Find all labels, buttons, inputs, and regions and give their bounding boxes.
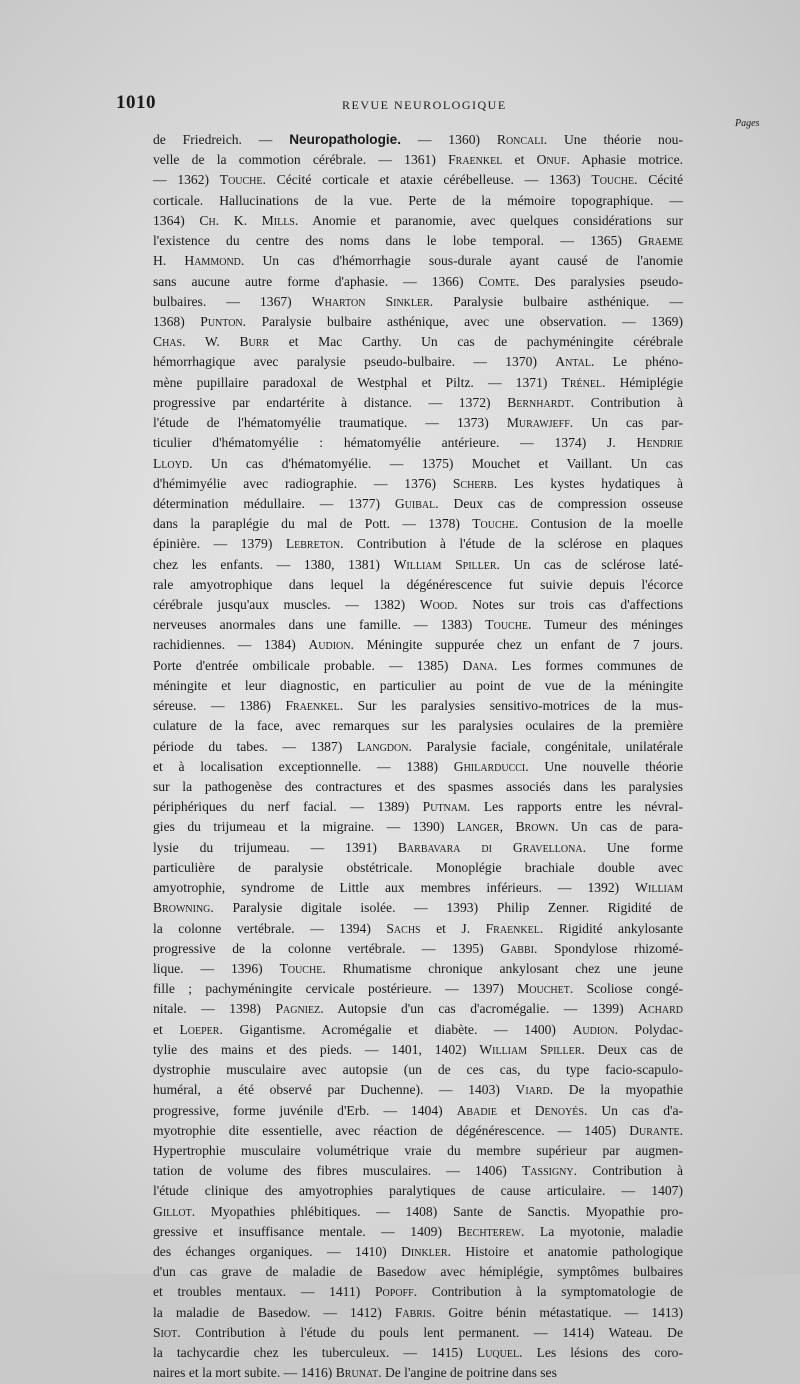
text-segment: . Contribution à la symptomatologie de bbox=[413, 1284, 683, 1300]
text-segment: . Cécité bbox=[634, 172, 683, 188]
text-segment: . Le phéno- bbox=[590, 354, 684, 370]
author-name: Achard bbox=[638, 1001, 683, 1017]
text-line bbox=[153, 1101, 683, 1121]
text-segment: période du tabes. — 1387) bbox=[153, 738, 357, 754]
text-segment: . Paralysie faciale, congénitale, unilatérale bbox=[408, 738, 683, 754]
text-segment: . Un cas de pachyméningite cérébrale bbox=[398, 334, 684, 350]
text-segment: . Paralysie bulbaire asthénique, avec une observation. — 1369) bbox=[242, 313, 683, 329]
text-segment: naires et la mort subite. — 1416) bbox=[153, 1365, 336, 1381]
text-line bbox=[153, 292, 683, 312]
author-name: Lebreton bbox=[285, 536, 341, 552]
author-name: Siot bbox=[153, 1324, 178, 1340]
author-name: Sachs bbox=[386, 920, 421, 936]
author-name: Hendrie bbox=[636, 435, 683, 451]
text-segment: huméral, a été observé par Duchenne). — 1403) bbox=[153, 1082, 516, 1098]
author-name: Lloyd bbox=[153, 455, 190, 471]
text-segment: . Tumeur des méninges bbox=[528, 617, 684, 633]
text-segment: hémorrhagique avec paralysie pseudo-bulbaire. — 1370) bbox=[153, 354, 556, 370]
text-line bbox=[153, 393, 683, 413]
text-segment: . Goitre bénin métastatique. — 1413) bbox=[431, 1304, 683, 1320]
text-segment: . Autopsie d'un cas d'acromégalie. — 1399) bbox=[320, 1001, 639, 1017]
text-segment: Philip Zenner bbox=[496, 900, 586, 916]
text-segment: nerveuses anormales dans une famille. — 1383) bbox=[153, 617, 486, 633]
author-name: Denoyés bbox=[534, 1102, 584, 1118]
text-line bbox=[153, 1181, 683, 1201]
text-segment: . Rigidité de bbox=[585, 900, 684, 916]
text-line bbox=[153, 1080, 683, 1100]
text-segment: . Myopathies phlébitiques. — 1408) bbox=[191, 1203, 453, 1219]
text-segment: épinière. — 1379) bbox=[153, 536, 286, 552]
author-name: Tassigny bbox=[521, 1163, 574, 1179]
text-line bbox=[153, 413, 683, 433]
text-segment: des échanges organiques. — 1410) bbox=[153, 1244, 402, 1260]
text-segment: . Les kystes hydatiques à bbox=[493, 475, 683, 491]
text-line bbox=[153, 999, 683, 1019]
author-name: Touche bbox=[219, 172, 263, 188]
text-segment: culature de la face, avec remarques sur les paralysies oculaires de la première bbox=[153, 718, 683, 734]
text-segment: gies du trijumeau et la migraine. — 1390) bbox=[153, 819, 457, 835]
text-segment: détermination médullaire. — 1377) bbox=[153, 495, 395, 511]
text-segment: d'hémimyélie avec radiographie. — 1376) bbox=[153, 475, 453, 491]
text-segment: . Une nouvelle théorie bbox=[525, 758, 683, 774]
author-name: Brunat bbox=[335, 1365, 379, 1381]
text-line bbox=[153, 615, 683, 635]
author-name: Gillot bbox=[153, 1203, 192, 1219]
author-name: Guibal bbox=[394, 495, 436, 511]
author-name: Bechterew bbox=[457, 1223, 521, 1239]
author-name: Ch. K. Mills bbox=[199, 212, 295, 228]
text-segment: . Hémiplégie bbox=[602, 374, 684, 390]
text-segment: . De la myopathie bbox=[549, 1082, 683, 1098]
author-name: Scherb bbox=[452, 475, 494, 491]
text-segment: sur la pathogenèse des contractures et des spasmes associés dans les paralysies bbox=[153, 779, 683, 794]
text-segment: . Des paralysies pseudo- bbox=[515, 273, 683, 289]
margin-pages-label: Pages bbox=[735, 118, 760, 129]
text-segment: . Un cas de sclérose laté- bbox=[496, 556, 684, 572]
author-name: Murawjeff bbox=[506, 415, 570, 431]
text-segment: et J. bbox=[420, 920, 486, 936]
author-name: Pagniez bbox=[275, 1001, 321, 1017]
text-line bbox=[153, 878, 683, 898]
text-line bbox=[153, 635, 683, 655]
author-name: Chas. W. Burr bbox=[153, 334, 270, 350]
text-line bbox=[153, 737, 683, 757]
author-name: Dinkler bbox=[401, 1244, 448, 1260]
author-name: H. Hammond bbox=[153, 253, 241, 269]
author-name: Barbavara di Gravellona bbox=[397, 839, 583, 855]
text-segment: . Les formes communes de bbox=[494, 657, 683, 673]
author-name: Dana bbox=[462, 657, 494, 673]
text-segment: . Un cas de para- bbox=[555, 819, 684, 835]
text-segment: . Rigidité ankylosante bbox=[539, 920, 683, 936]
text-segment: progressive par endartérite à distance. — 1372) bbox=[153, 394, 508, 410]
text-line bbox=[153, 514, 683, 534]
running-title: REVUE NEUROLOGIQUE bbox=[342, 98, 507, 112]
text-segment: rale amyotrophique dans lequel la dégénérescence fut suivie depuis l'écorce bbox=[153, 576, 683, 592]
text-line bbox=[153, 1303, 683, 1323]
text-line bbox=[153, 919, 683, 939]
author-name: Putnam bbox=[422, 799, 467, 815]
author-name: Abadie bbox=[456, 1102, 497, 1118]
text-segment: . La myotonie, maladie bbox=[521, 1223, 683, 1239]
text-segment: . Paralysie digitale isolée. — 1393) bbox=[210, 900, 497, 916]
text-line bbox=[153, 939, 683, 959]
text-segment: . Sur les paralysies sensitivo-motrices de la mus- bbox=[339, 698, 683, 714]
text-segment: 1364) bbox=[153, 212, 200, 228]
text-line bbox=[153, 373, 683, 393]
text-segment: bulbaires. — 1367) bbox=[153, 293, 312, 309]
section-heading: Neuropathologie. bbox=[289, 132, 402, 147]
author-name: Viard bbox=[515, 1082, 550, 1098]
author-name: William Spiller bbox=[479, 1041, 582, 1057]
text-segment: Mac Carthy bbox=[318, 334, 399, 350]
text-line bbox=[153, 211, 683, 231]
table-of-contents-body bbox=[153, 130, 683, 1384]
author-name: Ghilarducci bbox=[453, 758, 526, 774]
text-line bbox=[153, 858, 683, 878]
text-segment: dystrophie musculaire avec autopsie (un de ces cas, du type facio-scapulo- bbox=[153, 1062, 683, 1078]
text-segment: — 1360) bbox=[401, 132, 497, 147]
text-segment: séreuse. — 1386) bbox=[153, 698, 286, 714]
text-segment: . Contusion de la moelle bbox=[514, 516, 683, 532]
author-name: Bernhardt bbox=[507, 394, 571, 410]
text-line bbox=[153, 797, 683, 817]
author-name: William bbox=[635, 880, 683, 896]
text-segment: et bbox=[502, 152, 537, 168]
author-name: Fabris bbox=[394, 1304, 432, 1320]
text-segment: . Notes sur trois cas d'affections bbox=[454, 597, 683, 613]
text-line bbox=[153, 1242, 683, 1262]
author-name: Trénel bbox=[561, 374, 603, 390]
text-line bbox=[153, 716, 683, 736]
text-line bbox=[153, 332, 683, 352]
text-line bbox=[153, 777, 683, 797]
text-segment: Porte d'entrée ombilicale probable. — 1385) bbox=[153, 657, 463, 673]
text-line bbox=[153, 979, 683, 999]
text-line bbox=[153, 191, 683, 211]
author-name: Onuf bbox=[536, 152, 567, 168]
text-line bbox=[153, 150, 683, 170]
text-segment: et bbox=[269, 334, 319, 350]
text-segment: cérébrale jusqu'aux muscles. — 1382) bbox=[153, 597, 420, 613]
author-name: Punton bbox=[200, 313, 243, 329]
text-line bbox=[153, 817, 683, 837]
text-line bbox=[153, 959, 683, 979]
text-segment: . De bbox=[649, 1324, 683, 1340]
text-segment: . Un cas d'a- bbox=[583, 1102, 684, 1118]
text-segment: l'étude de l'hématomyélie traumatique. — 1373) bbox=[153, 415, 507, 431]
author-name: Wood bbox=[419, 597, 455, 613]
text-line bbox=[153, 1343, 683, 1363]
text-segment: . Rhumatisme chronique ankylosant chez une jeune bbox=[322, 960, 683, 976]
text-segment: Sante de Sanctis bbox=[452, 1203, 567, 1219]
text-line bbox=[153, 272, 683, 292]
author-name: Luquel bbox=[476, 1345, 520, 1361]
text-segment: . Deux cas de compression osseuse bbox=[435, 495, 683, 511]
text-segment: et à localisation exceptionnelle. — 1388) bbox=[153, 758, 454, 774]
text-segment: . Deux cas de bbox=[581, 1041, 683, 1057]
text-segment: Wateau bbox=[608, 1324, 649, 1340]
author-name: Touche bbox=[472, 516, 515, 532]
text-line bbox=[153, 312, 683, 332]
text-line bbox=[153, 352, 683, 372]
author-name: Fraenkel bbox=[485, 920, 540, 936]
text-segment: particulière de paralysie obstétricale. Monoplégie brachiale double avec bbox=[153, 859, 683, 875]
text-line bbox=[153, 534, 683, 554]
text-segment: . Un cas d'hémorrhagie sous-durale ayant causé de l'anomie bbox=[240, 253, 683, 269]
author-name: Touche bbox=[485, 617, 529, 633]
text-line bbox=[153, 757, 683, 777]
text-segment: . Anomie et paranomie, avec quelques considérations sur bbox=[294, 212, 683, 228]
text-line bbox=[153, 170, 683, 190]
text-segment: rachidiennes. — 1384) bbox=[153, 637, 309, 653]
text-segment: chez les enfants. — 1380, 1381) bbox=[153, 556, 394, 572]
author-name: Roncali bbox=[496, 132, 544, 147]
text-segment: sans aucune autre forme d'aphasie. — 1366) bbox=[153, 273, 479, 289]
text-line bbox=[153, 1262, 683, 1282]
text-segment: . Histoire et anatomie pathologique bbox=[447, 1244, 683, 1260]
text-line bbox=[153, 898, 683, 918]
text-line bbox=[153, 231, 683, 251]
text-segment: lique. — 1396) bbox=[153, 960, 280, 976]
text-line bbox=[153, 454, 683, 474]
text-line bbox=[153, 555, 683, 575]
text-segment: , bbox=[499, 819, 516, 835]
text-segment: . Un cas par- bbox=[569, 415, 683, 431]
author-name: Graeme bbox=[638, 233, 683, 249]
text-segment: . Une forme bbox=[582, 839, 683, 855]
text-line bbox=[153, 838, 683, 858]
text-line bbox=[153, 1222, 683, 1242]
text-segment: nitale. — 1398) bbox=[153, 1001, 276, 1017]
text-segment: . De l'angine de poitrine dans ses bbox=[378, 1365, 557, 1381]
text-segment: fille ; pachyméningite cervicale postérieure. — 1397) bbox=[153, 981, 518, 997]
text-segment: la tachycardie chez les tuberculeux. — 1415) bbox=[153, 1345, 477, 1361]
author-name: Langer bbox=[456, 819, 500, 835]
text-line bbox=[153, 656, 683, 676]
author-name: Touche bbox=[279, 960, 323, 976]
author-name: Comte bbox=[478, 273, 516, 289]
text-segment: . Cécité corticale et ataxie cérébelleuse. — 1363) bbox=[262, 172, 592, 188]
text-line bbox=[153, 433, 683, 453]
author-name: Durante bbox=[629, 1122, 680, 1138]
text-line bbox=[153, 1060, 683, 1080]
text-segment: périphériques du nerf facial. — 1389) bbox=[153, 799, 423, 815]
author-name: William Spiller bbox=[393, 556, 497, 572]
text-segment: dans la paraplégie du mal de Pott. — 1378) bbox=[153, 516, 473, 532]
text-segment: progressive, forme juvénile d'Erb. — 1404) bbox=[153, 1102, 457, 1118]
text-line bbox=[153, 251, 683, 271]
text-segment: et bbox=[153, 1021, 180, 1037]
text-segment: . Scoliose congé- bbox=[569, 981, 684, 997]
text-segment: Hypertrophie musculaire volumétrique vraie du membre supérieur par augmen- bbox=[153, 1142, 683, 1158]
text-segment: . Méningite suppurée chez un enfant de 7 jours. bbox=[350, 637, 683, 653]
text-segment: et troubles mentaux. — 1411) bbox=[153, 1284, 375, 1300]
text-segment: . Myopathie pro- bbox=[566, 1203, 683, 1219]
text-line bbox=[153, 676, 683, 696]
text-segment: la maladie de Basedow. — 1412) bbox=[153, 1304, 395, 1320]
author-name: Gabbi bbox=[500, 940, 534, 956]
text-segment: . Contribution à l'étude de la sclérose en plaques bbox=[340, 536, 683, 552]
text-line bbox=[153, 1141, 683, 1161]
text-segment: tylie des mains et des pieds. — 1401, 1402) bbox=[153, 1041, 480, 1057]
text-segment: . Contribution à bbox=[570, 394, 683, 410]
text-segment: progressive de la colonne vertébrale. — 1395) bbox=[153, 940, 501, 956]
text-line bbox=[153, 1363, 683, 1383]
text-line bbox=[153, 1161, 683, 1181]
text-line bbox=[153, 595, 683, 615]
text-segment: . Aphasie motrice. bbox=[566, 152, 684, 168]
text-segment: . Contribution à bbox=[573, 1163, 683, 1179]
text-line bbox=[153, 696, 683, 716]
text-segment: . Contribution à l'étude du pouls lent permanent. — 1414) bbox=[177, 1324, 609, 1340]
author-name: Mouchet bbox=[517, 981, 570, 997]
text-segment: Mouchet bbox=[471, 455, 521, 471]
author-name: Browning bbox=[153, 900, 211, 916]
text-segment: Vaillant bbox=[566, 455, 609, 471]
text-segment: et bbox=[520, 455, 567, 471]
text-segment: amyotrophie, syndrome de Little aux membres inférieurs. — 1392) bbox=[153, 880, 636, 896]
text-segment: corticale. Hallucinations de la vue. Perte de la mémoire topographique. — bbox=[153, 192, 683, 208]
text-segment: myotrophie dite essentielle, avec réaction de dégénérescence. — 1405) bbox=[153, 1122, 630, 1138]
text-segment: 1368) bbox=[153, 313, 201, 329]
text-segment: . Les lésions des coro- bbox=[519, 1345, 684, 1361]
text-segment: d'un cas grave de maladie de Basedow avec hémiplégie, symptômes bulbaires bbox=[153, 1264, 683, 1280]
text-line bbox=[153, 494, 683, 514]
author-name: Langdon bbox=[356, 738, 409, 754]
text-line bbox=[153, 1040, 683, 1060]
text-segment: . bbox=[679, 1122, 683, 1138]
author-name: Audion bbox=[308, 637, 351, 653]
text-segment: ticulier d'hématomyélie : hématomyélie antérieure. — 1374) J. bbox=[153, 435, 637, 451]
author-name: Fraenkel bbox=[285, 698, 340, 714]
text-segment: . Les rapports entre les névral- bbox=[466, 799, 683, 815]
author-name: Audion bbox=[572, 1021, 615, 1037]
author-name: Popoff bbox=[374, 1284, 414, 1300]
text-segment: . Paralysie bulbaire asthénique. — bbox=[429, 293, 683, 309]
text-segment: l'existence du centre des noms dans le lobe temporal. — 1365) bbox=[153, 233, 639, 249]
text-segment: lysie du trijumeau. — 1391) bbox=[153, 839, 398, 855]
text-segment: . Une théorie nou- bbox=[543, 132, 683, 147]
text-segment: gressive et insuffisance mentale. — 1409) bbox=[153, 1223, 458, 1239]
author-name: Brown bbox=[515, 819, 556, 835]
author-name: Wharton Sinkler bbox=[311, 293, 430, 309]
text-line bbox=[153, 575, 683, 595]
text-segment: — 1362) bbox=[153, 172, 220, 188]
text-line bbox=[153, 1121, 683, 1141]
author-name: Fraenkel bbox=[448, 152, 503, 168]
text-segment: et bbox=[496, 1102, 535, 1118]
text-segment: méningite et leur diagnostic, en particulier au point de vue de la méningite bbox=[153, 677, 683, 693]
text-line bbox=[153, 1323, 683, 1343]
text-segment: de Friedreich. — bbox=[153, 132, 290, 147]
page-number: 1010 bbox=[116, 92, 156, 113]
text-segment: . Gigantisme. Acromégalie et diabète. — 1400) bbox=[219, 1021, 573, 1037]
text-segment: . Spondylose rhizomé- bbox=[533, 940, 683, 956]
author-name: Antal bbox=[555, 354, 591, 370]
text-segment: . Un cas bbox=[608, 455, 683, 471]
text-segment: l'étude clinique des amyotrophies paralytiques de cause articulaire. — 1407) bbox=[153, 1183, 683, 1199]
author-name: Loeper bbox=[179, 1021, 220, 1037]
text-line bbox=[153, 1282, 683, 1302]
text-segment: . Polydac- bbox=[614, 1021, 683, 1037]
text-line bbox=[153, 474, 683, 494]
text-segment: tation de volume des fibres musculaires. — 1406) bbox=[153, 1163, 522, 1179]
text-segment: mène pupillaire paradoxal de Westphal et Piltz. — 1371) bbox=[153, 374, 562, 390]
text-line bbox=[153, 1020, 683, 1040]
text-segment: . Un cas d'hématomyélie. — 1375) bbox=[189, 455, 472, 471]
text-line bbox=[153, 130, 683, 150]
text-segment: la colonne vertébrale. — 1394) bbox=[153, 920, 387, 936]
text-line bbox=[153, 1202, 683, 1222]
author-name: Touche bbox=[591, 172, 635, 188]
text-segment: velle de la commotion cérébrale. — 1361) bbox=[153, 152, 449, 168]
